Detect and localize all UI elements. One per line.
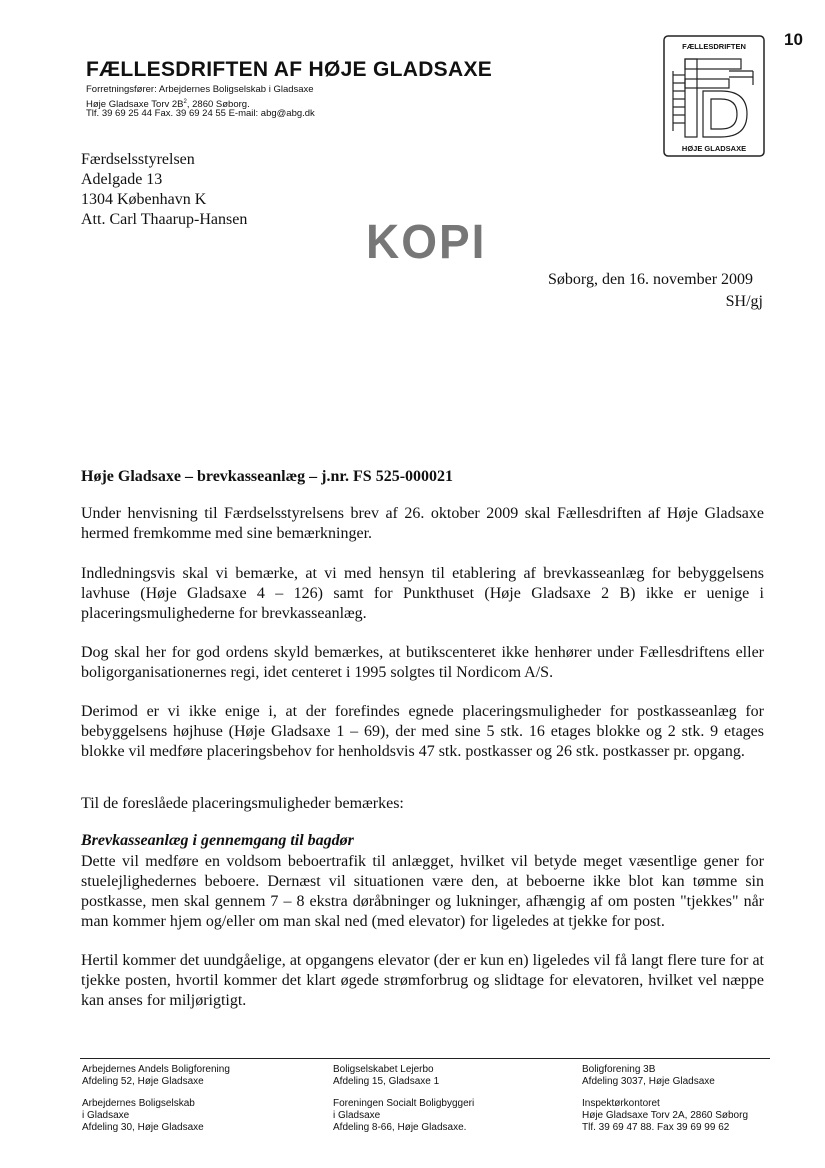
section-heading: Brevkasseanlæg i gennemgang til bagdør [81, 832, 354, 849]
footer-line: Arbejdernes Andels Boligforening [82, 1064, 230, 1075]
org-contact: Tlf. 39 69 25 44 Fax. 39 69 24 55 E-mail: abg@abg.dk [86, 108, 315, 119]
logo-top-text: FÆLLESDRIFTEN [682, 42, 746, 51]
org-name: FÆLLESDRIFTEN AF HØJE GLADSAXE [86, 58, 493, 81]
body-paragraph: Dette vil medføre en voldsom beboertrafik til anlægget, hvilket vil betyde meget væsentlige gener for stuelejlighedernes beboere. Dernæst vil situationen være den, at beboerne ikke blot kan tømme sin postkasse, men skal gennem 7 – 8 ekstra døråbninger og lukninger, afhængig af om posten "tjekkes" når man kommer hjem og/eller om man skal ned (med elevator) for ligeledes at tjekke for post. [81, 853, 764, 930]
footer-line: Foreningen Socialt Boligbyggeri [333, 1098, 475, 1109]
recipient-line: Att. Carl Thaarup-Hansen [81, 211, 248, 228]
faellesdriften-logo [663, 35, 765, 157]
footer-line: Boligselskabet Lejerbo [333, 1064, 434, 1075]
footer-line: Boligforening 3B [582, 1064, 656, 1075]
footer-rule [80, 1058, 770, 1059]
org-address-rest: , 2860 Søborg. [186, 99, 250, 111]
logo-bottom-text: HØJE GLADSAXE [681, 144, 747, 153]
footer-line: Afdeling 8-66, Høje Gladsaxe. [333, 1122, 467, 1133]
date-line: Søborg, den 16. november 2009 [548, 271, 754, 288]
body-paragraph: Hertil kommer det uundgåelige, at opgangens elevator (der er kun en) ligeledes vil få langt flere ture for at tjekke posten, hvortil kommer det klart øgede strømforbrug og slidtage for elevatoren, hvilket vel næppe kan anses for miljørigtigt. [81, 952, 764, 1009]
org-address-main: Høje Gladsaxe Torv 2B [86, 99, 184, 111]
body-paragraph: Indledningsvis skal vi bemærke, at vi med hensyn til etablering af brevkasseanlæg for bebyggelsens lavhuse (Høje Gladsaxe 4 – 126) samt for Punkthuset (Høje Gladsaxe 2 B) ikke er uenige i placeringsmulighederne for brevkasseanlæg. [81, 565, 764, 622]
footer-line: i Gladsaxe [333, 1110, 381, 1121]
body-paragraph: Under henvisning til Færdselsstyrelsens brev af 26. oktober 2009 skal Fællesdriften af Høje Gladsaxe hermed fremkomme med sine bemærkninger. [81, 505, 764, 542]
footer-line: Inspektørkontoret [582, 1098, 660, 1109]
footer-line: Afdeling 15, Gladsaxe 1 [333, 1076, 440, 1087]
kopi-stamp: KOPI [366, 213, 487, 269]
footer-line: Arbejdernes Boligselskab [82, 1098, 195, 1109]
reference-initials: SH/gj [725, 293, 763, 310]
footer-line: Afdeling 3037, Høje Gladsaxe [582, 1076, 715, 1087]
recipient-line: Adelgade 13 [81, 171, 163, 188]
footer-line: Høje Gladsaxe Torv 2A, 2860 Søborg [582, 1110, 749, 1121]
recipient-line: 1304 København K [81, 191, 207, 208]
letter-subject: Høje Gladsaxe – brevkasseanlæg – j.nr. FS 525-000021 [81, 468, 454, 485]
recipient-address [81, 150, 247, 230]
footer-col-2 [333, 1064, 474, 1134]
org-address-sup: 2 [183, 99, 187, 105]
footer-col-3 [582, 1064, 748, 1134]
body-paragraph: Derimod er vi ikke enige i, at der forefindes egnede placeringsmuligheder for postkasseanlæg for bebyggelsens højhuse (Høje Gladsaxe 1 – 69), der med sine 5 stk. 16 etages blokke og 2 stk. 9 etages blokke vil medføre placeringsbehov for henholdsvis 47 stk. postkasser og 26 stk. postkasser pr. opgang. [81, 703, 764, 760]
footer-line: Tlf. 39 69 47 88. Fax 39 69 99 62 [582, 1122, 730, 1133]
footer-col-1 [82, 1064, 230, 1134]
page-number: 10 [784, 30, 803, 49]
body-paragraph: Til de foreslåede placeringsmuligheder bemærkes: [81, 795, 404, 812]
footer-line: i Gladsaxe [82, 1110, 130, 1121]
footer-line: Afdeling 30, Høje Gladsaxe [82, 1122, 204, 1133]
org-manager: Forretningsfører: Arbejdernes Boligselskab i Gladsaxe [86, 84, 314, 95]
recipient-line: Færdselsstyrelsen [81, 151, 195, 168]
body-paragraph: Dog skal her for god ordens skyld bemærkes, at butikscenteret ikke henhører under Fællesdriftens eller boligorganisationernes regi, idet centeret i 1995 solgtes til Nordicom A/S. [81, 644, 764, 681]
footer-line: Afdeling 52, Høje Gladsaxe [82, 1076, 204, 1087]
